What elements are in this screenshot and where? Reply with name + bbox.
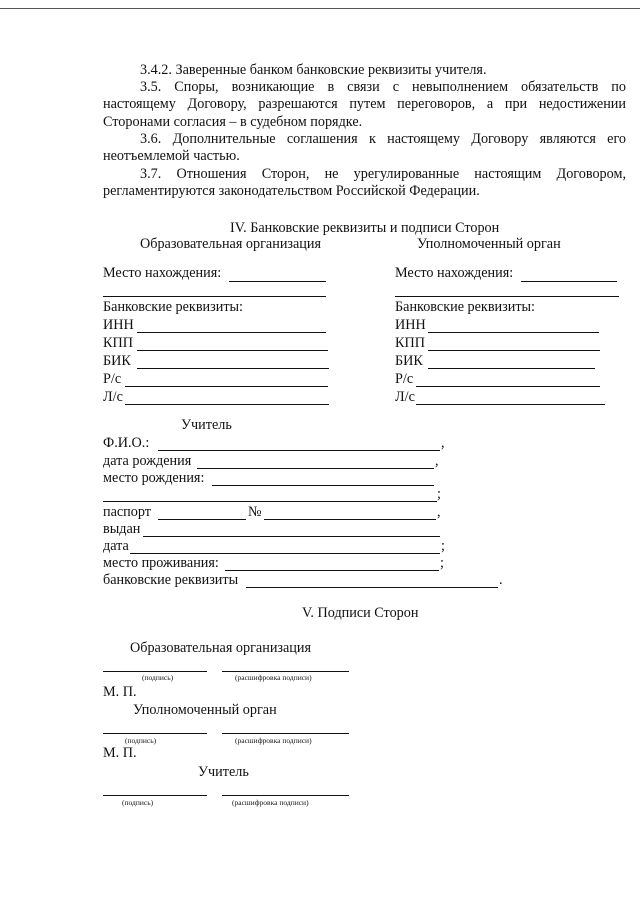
- sig-org-title: Образовательная организация: [130, 640, 312, 656]
- left-bik-line[interactable]: [137, 368, 329, 369]
- passport-number-sign: №: [248, 504, 262, 520]
- right-ls-label: Л/с: [395, 389, 415, 405]
- birth-date-line[interactable]: [197, 468, 434, 469]
- sig-authority-signature-line[interactable]: [103, 733, 207, 734]
- residence-line[interactable]: [225, 570, 439, 571]
- sig-authority-signature-caption: (подпись): [125, 736, 157, 745]
- teacher-bank-label: банковские реквизиты: [103, 572, 239, 588]
- birth-place-line-2[interactable]: [103, 501, 437, 502]
- right-bank-label: Банковские реквизиты:: [395, 299, 535, 315]
- sig-teacher-signature-caption: (подпись): [122, 798, 154, 807]
- right-location-label: Место нахождения:: [395, 265, 514, 281]
- sig-org-signature-caption: (подпись): [142, 673, 174, 682]
- clause-3-7: [103, 166, 626, 201]
- top-rule: [0, 8, 640, 9]
- birth-date-label: дата рождения: [103, 453, 192, 469]
- passport-series-line[interactable]: [158, 519, 246, 520]
- left-bank-label: Банковские реквизиты:: [103, 299, 243, 315]
- left-ls-label: Л/с: [103, 389, 123, 405]
- residence-label: место проживания:: [103, 555, 219, 571]
- sig-org-decode-line[interactable]: [222, 671, 349, 672]
- sig-org-signature-line[interactable]: [103, 671, 207, 672]
- clause-3-5: [103, 79, 626, 131]
- sig-org-mp: М. П.: [103, 684, 137, 700]
- section-5-title: V. Подписи Сторон: [302, 605, 419, 621]
- birth-date-comma: ,: [435, 453, 439, 469]
- left-rs-label: Р/с: [103, 371, 122, 387]
- left-location-label: Место нахождения:: [103, 265, 222, 281]
- teacher-title: Учитель: [181, 417, 232, 433]
- teacher-bank-period: .: [499, 572, 503, 588]
- birth-place-label: место рождения:: [103, 470, 205, 486]
- left-kpp-label: КПП: [103, 335, 133, 351]
- sig-authority-decode-line[interactable]: [222, 733, 349, 734]
- right-inn-label: ИНН: [395, 317, 426, 333]
- sig-authority-title: Уполномоченный орган: [133, 702, 277, 718]
- left-ls-line[interactable]: [125, 404, 329, 405]
- birth-place-line[interactable]: [212, 485, 434, 486]
- left-inn-label: ИНН: [103, 317, 134, 333]
- right-rs-line[interactable]: [416, 386, 600, 387]
- clause-3-6-text: 3.6. Дополнительные соглашения к настоящему Договору являются его неотъемлемой частью.: [103, 131, 626, 165]
- right-party-title: Уполномоченный орган: [417, 236, 561, 252]
- right-inn-line[interactable]: [428, 332, 599, 333]
- sig-authority-mp: М. П.: [103, 745, 137, 761]
- sig-teacher-title: Учитель: [198, 764, 249, 780]
- left-party-title: Образовательная организация: [140, 236, 322, 252]
- right-kpp-label: КПП: [395, 335, 425, 351]
- sig-teacher-decode-caption: (расшифровка подписи): [232, 798, 309, 807]
- date-label: дата: [103, 538, 129, 554]
- sig-teacher-signature-line[interactable]: [103, 795, 207, 796]
- sig-org-decode-caption: (расшифровка подписи): [235, 673, 312, 682]
- right-bik-label: БИК: [395, 353, 423, 369]
- clause-3-5-text: 3.5. Споры, возникающие в связи с невыполнением обязательств по настоящему Договору, разрешаются путем переговоров, а при недостижении Сторонами согласия – в судебном порядке.: [103, 79, 626, 130]
- left-bik-label: БИК: [103, 353, 131, 369]
- right-kpp-line[interactable]: [428, 350, 600, 351]
- right-ls-line[interactable]: [416, 404, 605, 405]
- date-semicolon: ;: [441, 538, 445, 554]
- right-bik-line[interactable]: [428, 368, 595, 369]
- teacher-bank-line[interactable]: [246, 587, 498, 588]
- sig-teacher-decode-line[interactable]: [222, 795, 349, 796]
- passport-label: паспорт: [103, 504, 151, 520]
- clause-3-7-text: 3.7. Отношения Сторон, не урегулированные настоящим Договором, регламентируются законодательством Российской Федерации.: [103, 166, 626, 200]
- clause-3-6: [103, 131, 626, 166]
- left-kpp-line[interactable]: [137, 350, 328, 351]
- right-location-line[interactable]: [521, 281, 617, 282]
- residence-semicolon: ;: [440, 555, 444, 571]
- birth-place-semicolon: ;: [437, 486, 441, 502]
- passport-comma: ,: [437, 504, 441, 520]
- passport-number-line[interactable]: [264, 519, 436, 520]
- date-line[interactable]: [130, 553, 440, 554]
- left-location-line-2[interactable]: [103, 296, 326, 297]
- fio-line[interactable]: [158, 450, 440, 451]
- left-inn-line[interactable]: [137, 332, 326, 333]
- issued-label: выдан: [103, 521, 141, 537]
- section-4-title: IV. Банковские реквизиты и подписи Сторон: [230, 220, 500, 236]
- issued-line[interactable]: [143, 536, 440, 537]
- fio-comma: ,: [441, 435, 445, 451]
- left-rs-line[interactable]: [125, 386, 328, 387]
- sig-authority-decode-caption: (расшифровка подписи): [235, 736, 312, 745]
- right-location-line-2[interactable]: [395, 296, 619, 297]
- fio-label: Ф.И.О.:: [103, 435, 150, 451]
- left-location-line[interactable]: [229, 281, 326, 282]
- clause-3-4-2: 3.4.2. Заверенные банком банковские реквизиты учителя.: [140, 62, 487, 78]
- right-rs-label: Р/с: [395, 371, 414, 387]
